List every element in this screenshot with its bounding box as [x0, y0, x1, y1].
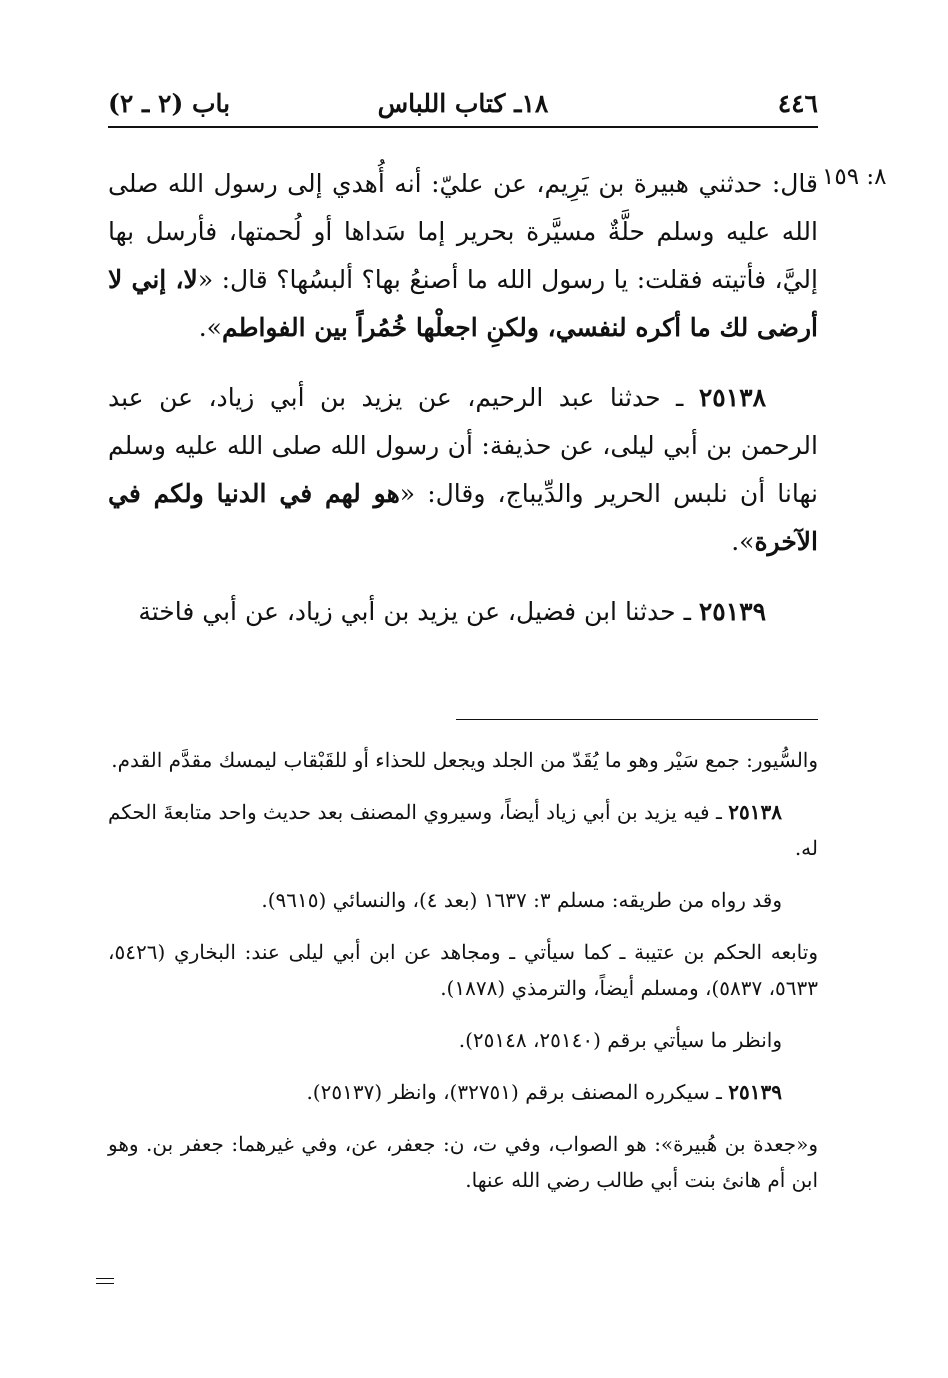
footnotes — [108, 742, 818, 1214]
footnote-text: ـ فيه يزيد بن أبي زياد أيضاً، وسيروي المصنف بعد حديث واحد متابعةَ الحكم له. — [108, 800, 818, 860]
quote-end: ». — [731, 527, 755, 556]
main-text — [108, 160, 818, 658]
footnote: وانظر ما سيأتي برقم (٢٥١٤٠، ٢٥١٤٨). — [458, 1028, 782, 1052]
page-header — [108, 84, 818, 124]
footnote: و«جعدة بن هُبيرة»: هو الصواب، وفي ت، ن: جعفر، عن، وفي غيرهما: جعفر بن. وهو ابن أم هانئ بنت أبي طالب رضي الله عنها. — [108, 1132, 818, 1192]
hadith-text: ـ حدثنا عبد الرحيم، عن يزيد بن أبي زياد، عن عبد الرحمن بن أبي ليلى، عن حذيفة: أن رسول الله صلى الله عليه وسلم نهانا أن نلبس الحرير والدِّيباج، وقال: « — [108, 383, 818, 508]
page-number: ٤٤٦ — [777, 89, 818, 118]
footnote-separator — [456, 719, 818, 720]
chapter-label: باب (٢ ـ ٢) — [108, 89, 231, 118]
hadith-text: ـ حدثنا ابن فضيل، عن يزيد بن أبي زياد، عن أبي فاختة — [138, 597, 699, 626]
footnote-number: ٢٥١٣٩ — [728, 1080, 782, 1104]
footnote: والسُّيور: جمع سَيْر وهو ما يُقَدّ من الجلد ويجعل للحذاء أو للقَبْقاب ليمسك مقدَّم القدم. — [111, 748, 818, 772]
footnote — [108, 1074, 818, 1110]
continuation-mark — [96, 1283, 114, 1284]
footnote-text: ـ سيكرره المصنف برقم (٣٢٧٥١)، وانظر (٢٥١٣٧). — [306, 1080, 729, 1104]
hadith-quote: لا، إني لا أرضى لك ما أكره لنفسي، ولكنِ اجعلْها خُمُراً بين الفواطم — [108, 265, 818, 342]
hadith-text: قال: حدثني هبيرة بن يَرِيم، عن عليّ: أنه أُهدي إلى رسول الله صلى الله عليه وسلم حلَّةٌ مسيَّرة بحرير إما سَداها أو لُحمتها، فأرسل بها إليَّ، فأتيته فقلت: يا رسول الله ما أصنعُ بها؟ ألبسُها؟ قال: « — [108, 169, 819, 294]
hadith-paragraph — [108, 160, 818, 352]
margin-reference: ٨: ١٥٩ — [822, 164, 887, 190]
continuation-mark — [96, 1278, 114, 1279]
footnote — [108, 794, 818, 866]
hadith-paragraph — [108, 374, 818, 566]
book-title: ١٨ـ كتاب اللباس — [377, 89, 549, 118]
hadith-number: ٢٥١٣٩ — [698, 597, 766, 626]
quote-end: ». — [198, 313, 222, 342]
footnote: وتابعه الحكم بن عتيبة ـ كما سيأتي ـ ومجاهد عن ابن أبي ليلى عند: البخاري (٥٤٢٦، ٥٦٣٣، ٥٨٣٧)، ومسلم أيضاً، والترمذي (١٨٧٨). — [108, 940, 818, 1000]
header-rule — [108, 126, 818, 128]
footnote: وقد رواه من طريقه: مسلم ٣: ١٦٣٧ (بعد ٤)، والنسائي (٩٦١٥). — [261, 888, 782, 912]
hadith-paragraph — [108, 588, 818, 636]
footnote-number: ٢٥١٣٨ — [728, 800, 782, 824]
hadith-quote: هو لهم في الدنيا ولكم في الآخرة — [108, 479, 818, 556]
hadith-number: ٢٥١٣٨ — [698, 383, 766, 412]
